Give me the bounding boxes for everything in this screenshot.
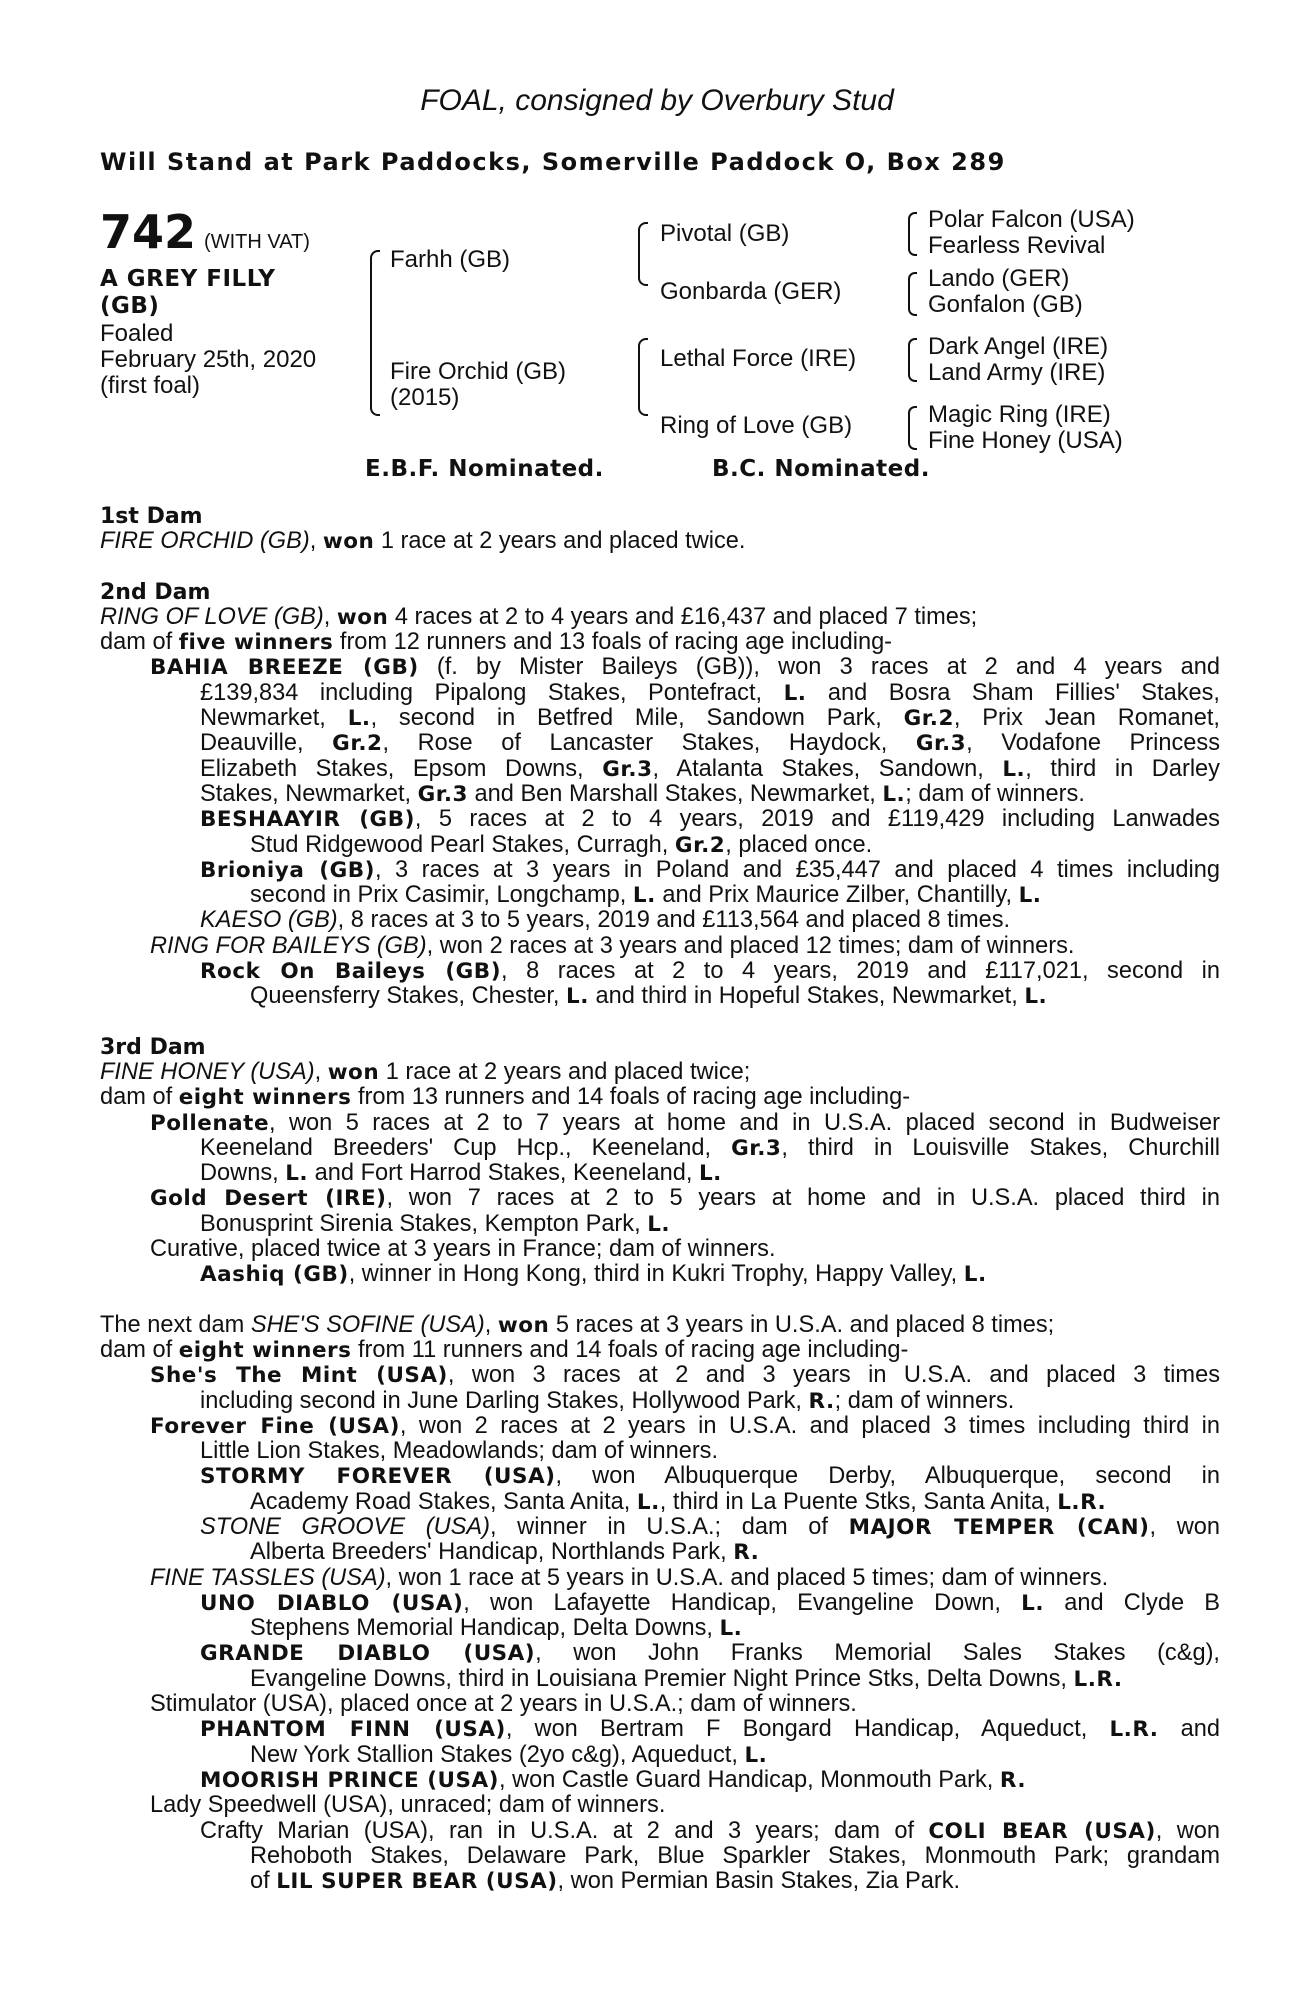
lot-vat: (WITH VAT) <box>204 231 310 253</box>
list-item: Keeneland Breeders' Cup Hcp., Keeneland, Gr.3, third in Louisville Stakes, Churchill <box>200 1134 1220 1161</box>
pedigree-g1: Polar Falcon (USA) <box>928 206 1135 233</box>
list-item: She's The Mint (USA), won 3 races at 2 and 3 years in U.S.A. and placed 3 times <box>150 1362 1220 1389</box>
list-item: FINE TASSLES (USA), won 1 race at 5 years in U.S.A. and placed 5 times; dam of winners. <box>150 1564 1109 1591</box>
list-item: including second in June Darling Stakes, Hollywood Park, R.; dam of winners. <box>200 1387 1015 1414</box>
list-item: STONE GROOVE (USA), winner in U.S.A.; dam of MAJOR TEMPER (CAN), won <box>200 1513 1220 1540</box>
list-item: Stakes, Newmarket, Gr.3 and Ben Marshall Stakes, Newmarket, L.; dam of winners. <box>200 780 1085 807</box>
third-dam-produce-summary: dam of eight winners from 13 runners and 14 foals of racing age including- <box>100 1084 911 1111</box>
list-item: Deauville, Gr.2, Rose of Lancaster Stakes, Haydock, Gr.3, Vodafone Princess <box>200 730 1220 757</box>
second-dam-line: RING OF LOVE (GB), won 4 races at 2 to 4 years and £16,437 and placed 7 times; <box>100 603 978 630</box>
list-item: STORMY FOREVER (USA), won Albuquerque Derby, Albuquerque, second in <box>200 1463 1220 1490</box>
stand-location: Will Stand at Park Paddocks, Somerville Paddock O, Box 289 <box>100 148 1006 176</box>
list-item: Stud Ridgewood Pearl Stakes, Curragh, Gr.2, placed once. <box>250 831 873 858</box>
second-dam-produce-summary: dam of five winners from 12 runners and 13 foals of racing age including- <box>100 629 893 656</box>
list-item: Stephens Memorial Handicap, Delta Downs, L. <box>250 1615 743 1642</box>
foaled-date: February 25th, 2020 <box>100 346 317 373</box>
page-title: FOAL, consigned by Overbury Stud <box>420 84 894 117</box>
lot-country: (GB) <box>100 293 160 319</box>
pedigree-dam: Fire Orchid (GB) <box>390 358 567 385</box>
list-item: Curative, placed twice at 3 years in France; dam of winners. <box>150 1236 776 1263</box>
pedigree-brace-sire <box>638 222 648 286</box>
pedigree-brace-g3 <box>908 338 917 382</box>
list-item: Evangeline Downs, third in Louisiana Premier Night Prince Stks, Delta Downs, L.R. <box>250 1665 1123 1692</box>
pedigree-dam-year: (2015) <box>390 384 460 411</box>
foaled-label: Foaled <box>100 320 174 347</box>
list-item: £139,834 including Pipalong Stakes, Pontefract, L. and Bosra Sham Fillies' Stakes, <box>200 679 1220 706</box>
first-dam-line: FIRE ORCHID (GB), won 1 race at 2 years and placed twice. <box>100 528 746 555</box>
next-dam-produce-summary: dam of eight winners from 11 runners and 14 foals of racing age including- <box>100 1336 909 1363</box>
list-item: second in Prix Casimir, Longchamp, L. and Prix Maurice Zilber, Chantilly, L. <box>250 882 1042 909</box>
list-item: Lady Speedwell (USA), unraced; dam of winners. <box>150 1792 666 1819</box>
pedigree-sire: Farhh (GB) <box>390 246 511 273</box>
first-dam-heading: 1st Dam <box>100 504 203 529</box>
list-item: of LIL SUPER BEAR (USA), won Permian Basin Stakes, Zia Park. <box>250 1868 961 1895</box>
list-item: Rock On Baileys (GB), 8 races at 2 to 4 years, 2019 and £117,021, second in <box>200 958 1221 985</box>
list-item: Stimulator (USA), placed once at 2 years in U.S.A.; dam of winners. <box>150 1691 857 1718</box>
lot-number: 742 <box>100 205 197 259</box>
list-item: BESHAAYIR (GB), 5 races at 2 to 4 years, 2019 and £119,429 including Lanwades <box>200 806 1220 833</box>
third-dam-line: FINE HONEY (USA), won 1 race at 2 years and placed twice; <box>100 1058 751 1085</box>
second-dam-heading: 2nd Dam <box>100 579 211 605</box>
lot-block <box>100 205 310 259</box>
list-item: PHANTOM FINN (USA), won Bertram F Bongard Handicap, Aqueduct, L.R. and <box>200 1716 1220 1743</box>
pedigree-sire-sire: Pivotal (GB) <box>660 220 790 247</box>
ebf-nominated: E.B.F. Nominated. <box>365 456 604 482</box>
list-item: Bonusprint Sirenia Stakes, Kempton Park, L. <box>200 1210 671 1237</box>
list-item: MOORISH PRINCE (USA), won Castle Guard Handicap, Monmouth Park, R. <box>200 1766 1027 1793</box>
catalogue-body <box>100 504 1220 1894</box>
list-item: Academy Road Stakes, Santa Anita, L., third in La Puente Stks, Santa Anita, L.R. <box>250 1488 1107 1515</box>
list-item: Pollenate, won 5 races at 2 to 7 years at home and in U.S.A. placed second in Budweiser <box>150 1109 1220 1136</box>
pedigree-brace-g4 <box>908 406 917 450</box>
lot-sex: A GREY FILLY <box>100 266 276 292</box>
bc-nominated: B.C. Nominated. <box>712 456 930 482</box>
list-item: Aashiq (GB), winner in Hong Kong, third in Kukri Trophy, Happy Valley, L. <box>200 1261 987 1288</box>
list-item: Little Lion Stakes, Meadowlands; dam of winners. <box>200 1438 719 1465</box>
list-item: Crafty Marian (USA), ran in U.S.A. at 2 and 3 years; dam of COLI BEAR (USA), won <box>200 1817 1220 1844</box>
list-item: GRANDE DIABLO (USA), won John Franks Memorial Sales Stakes (c&g), <box>200 1640 1220 1667</box>
pedigree-dam-sire: Lethal Force (IRE) <box>660 345 857 372</box>
list-item: KAESO (GB), 8 races at 3 to 5 years, 2019 and £113,564 and placed 8 times. <box>200 907 1011 934</box>
list-item: Elizabeth Stakes, Epsom Downs, Gr.3, Atalanta Stakes, Sandown, L., third in Darley <box>200 755 1220 782</box>
list-item: UNO DIABLO (USA), won Lafayette Handicap, Evangeline Down, L. and Clyde B <box>200 1589 1220 1616</box>
list-item: Alberta Breeders' Handicap, Northlands Park, R. <box>250 1539 760 1566</box>
list-item: Brioniya (GB), 3 races at 3 years in Poland and £35,447 and placed 4 times including <box>200 856 1220 883</box>
pedigree-brace-g1 <box>908 212 917 256</box>
list-item: Newmarket, L., second in Betfred Mile, Sandown Park, Gr.2, Prix Jean Romanet, <box>200 705 1220 732</box>
pedigree-g5: Dark Angel (IRE) <box>928 333 1109 360</box>
pedigree-g2: Fearless Revival <box>928 232 1106 259</box>
pedigree-brace-dam <box>638 338 648 416</box>
list-item: BAHIA BREEZE (GB) (f. by Mister Baileys (GB)), won 3 races at 2 and 4 years and <box>150 654 1220 681</box>
pedigree-brace-g2 <box>908 272 917 316</box>
pedigree-brace-gen1 <box>370 250 380 416</box>
list-item: RING FOR BAILEYS (GB), won 2 races at 3 years and placed 12 times; dam of winners. <box>150 932 1075 959</box>
pedigree-g6: Land Army (IRE) <box>928 359 1106 386</box>
pedigree-g8: Fine Honey (USA) <box>928 427 1123 454</box>
pedigree-g4: Gonfalon (GB) <box>928 291 1083 318</box>
pedigree-dam-dam: Ring of Love (GB) <box>660 412 853 439</box>
pedigree-g7: Magic Ring (IRE) <box>928 401 1111 428</box>
next-dam-line: The next dam SHE'S SOFINE (USA), won 5 races at 3 years in U.S.A. and placed 8 times; <box>100 1311 1055 1338</box>
pedigree-g3: Lando (GER) <box>928 265 1070 292</box>
list-item: Gold Desert (IRE), won 7 races at 2 to 5 years at home and in U.S.A. placed third in <box>150 1185 1220 1212</box>
foal-note: (first foal) <box>100 372 201 399</box>
third-dam-heading: 3rd Dam <box>100 1034 206 1060</box>
list-item: Forever Fine (USA), won 2 races at 2 years in U.S.A. and placed 3 times including third in <box>150 1412 1220 1439</box>
list-item: Queensferry Stakes, Chester, L. and third in Hopeful Stakes, Newmarket, L. <box>250 983 1048 1010</box>
list-item: Downs, L. and Fort Harrod Stakes, Keeneland, L. <box>200 1160 722 1187</box>
list-item: Rehoboth Stakes, Delaware Park, Blue Sparkler Stakes, Monmouth Park; grandam <box>250 1842 1220 1869</box>
list-item: New York Stallion Stakes (2yo c&g), Aqueduct, L. <box>250 1741 768 1768</box>
pedigree-sire-dam: Gonbarda (GER) <box>660 278 842 305</box>
